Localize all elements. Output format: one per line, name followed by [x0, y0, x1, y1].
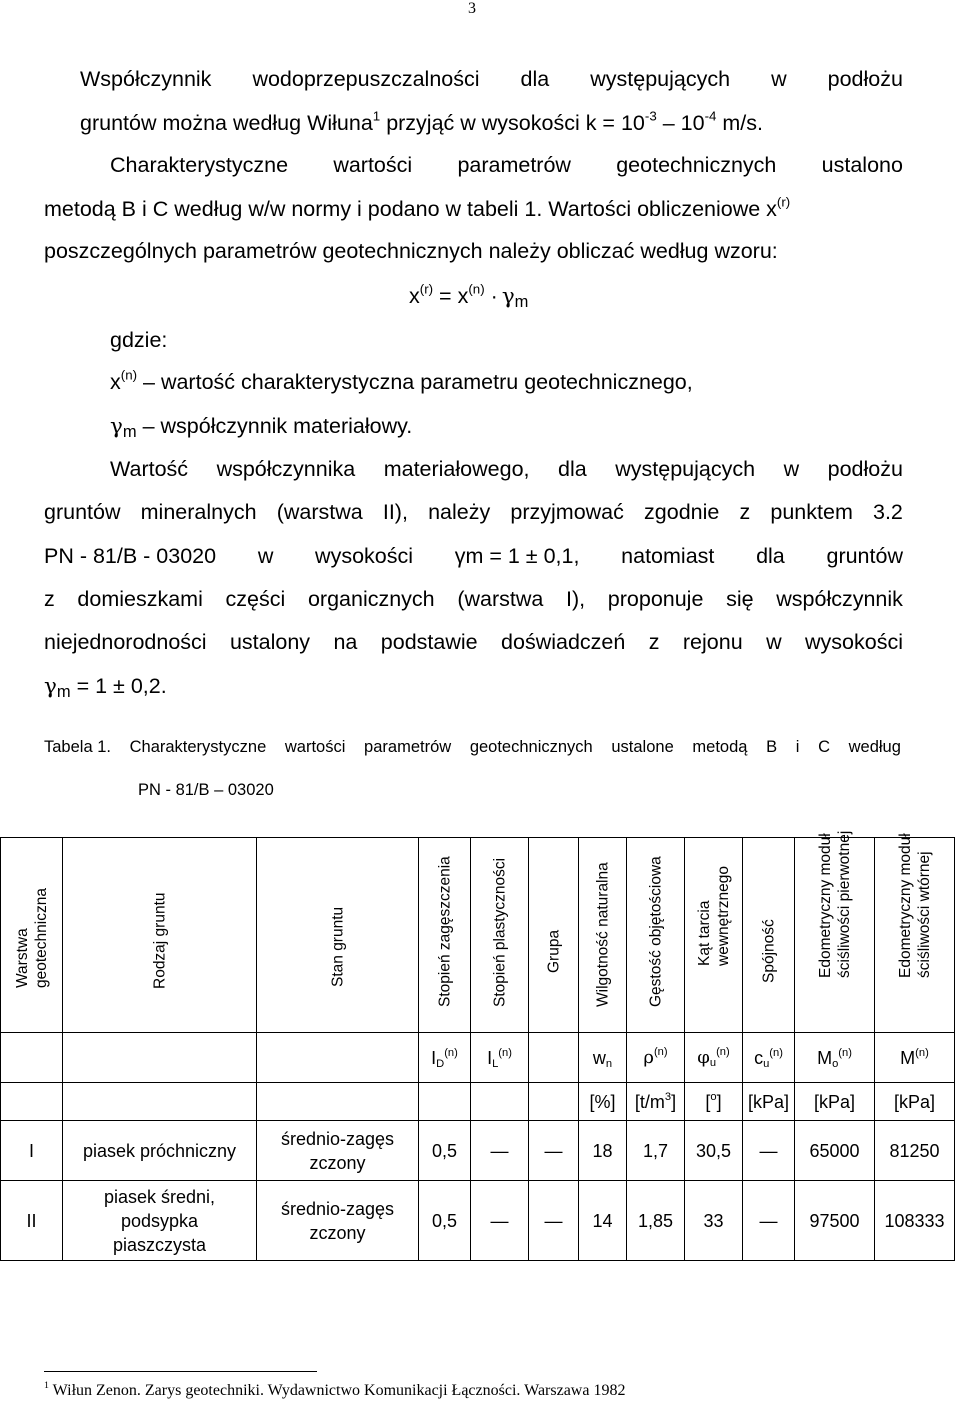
cell-soil: piasek próchniczny: [63, 1121, 257, 1181]
cell-layer: I: [1, 1121, 63, 1181]
cell-cu: —: [743, 1121, 795, 1181]
unit-cu: [kPa]: [743, 1083, 795, 1121]
formula: $x^{(r)} = x^{(n)} \cdot \gamma_m$: [409, 281, 529, 312]
para1-line5: poszczególnych parametrów geotechnicznych należy obliczać według wzoru:: [44, 239, 778, 263]
unit-rho: $[t/m^3]$: [627, 1083, 685, 1121]
header-stopien-zageszczenia: Stopień zagęszczenia: [419, 838, 471, 1033]
cell-cu: —: [743, 1181, 795, 1261]
cell-soil: piasek średni, podsypka piaszczysta: [63, 1181, 257, 1261]
symbol-il: $I_L^{(n)}$: [471, 1033, 529, 1083]
cell-rho: 1,85: [627, 1181, 685, 1261]
footnote-separator: [44, 1371, 317, 1372]
para2-line1: Wartość współczynnika materiałowego, dla występujących w podłożu: [110, 457, 903, 481]
cell-phi: 33: [685, 1181, 743, 1261]
cell-group: —: [529, 1181, 579, 1261]
where-label: gdzie:: [110, 328, 168, 352]
para2-line3: PN - 81/B - 03020 w wysokości γm = 1 ± 0,1, natomiast dla gruntów: [44, 544, 903, 568]
table-caption-line1: Tabela 1. Charakterystyczne wartości parametrów geotechnicznych ustalone metodą B i C według: [44, 738, 901, 756]
cell-mo: 97500: [795, 1181, 875, 1261]
unit-row: [1, 1083, 955, 1121]
unit-wn: [%]: [579, 1083, 627, 1121]
cell-il: —: [471, 1121, 529, 1181]
header-grupa: Grupa: [529, 838, 579, 1033]
cell-state: średnio-zagęszczony: [257, 1121, 419, 1181]
cell-id: 0,5: [419, 1181, 471, 1261]
page-number: 3: [468, 0, 476, 17]
para1-line4: metodą B i C według w/w normy i podano w tabeli 1. Wartości obliczeniowe $x^{(r)}$: [44, 194, 791, 221]
header-rodzaj-gruntu: Rodzaj gruntu: [63, 838, 257, 1033]
footnote-ref: 1: [372, 108, 381, 124]
cell-mo: 65000: [795, 1121, 875, 1181]
para2-line6: $\gamma_m = 1 \pm 0,2$.: [44, 674, 167, 702]
where-gamma-line: $\gamma_m$ – współczynnik materiałowy.: [110, 414, 413, 442]
cell-state: średnio-zagęszczony: [257, 1181, 419, 1261]
header-spojnosc: Spójność: [743, 838, 795, 1033]
symbol-row: [1, 1033, 955, 1083]
symbol-id: $I_D^{(n)}$: [419, 1033, 471, 1083]
table-row: [1, 1181, 955, 1261]
header-stan-gruntu: Stan gruntu: [257, 838, 419, 1033]
para1-line1: Współczynnik wodoprzepuszczalności dla występujących w podłożu: [80, 67, 903, 91]
para1-line3: Charakterystyczne wartości parametrów geotechnicznych ustalono: [110, 153, 903, 177]
cell-il: —: [471, 1181, 529, 1261]
symbol-mo: $M_o^{(n)}$: [795, 1033, 875, 1083]
header-wilgotnosc: Wilgotność naturalna: [579, 838, 627, 1033]
header-warstwa: Warstwa geotechniczna: [1, 838, 63, 1033]
para2-line4: z domieszkami części organicznych (warstwa I), proponuje się współczynnik: [44, 587, 903, 611]
para1-line2: gruntów można według Wiłuna$^1$ przyjąć w wysokości $k = 10^{-3} - 10^{-4}$ m/s.: [80, 108, 764, 135]
header-edometryczny-wtorny: Edometryczny moduł ściśliwości wtórnej: [875, 838, 955, 1033]
cell-layer: II: [1, 1181, 63, 1261]
symbol-cu: $c_u^{(n)}$: [743, 1033, 795, 1083]
table-caption-line2: PN - 81/B – 03020: [138, 781, 274, 799]
cell-wn: 14: [579, 1181, 627, 1261]
cell-m: 108333: [875, 1181, 955, 1261]
symbol-phi: $\varphi_u^{(n)}$: [685, 1033, 743, 1083]
parameters-table: [0, 830, 955, 1261]
header-row: [1, 838, 955, 1033]
header-kat-tarcia: Kąt tarcia wewnętrznego: [685, 838, 743, 1033]
unit-mo: [kPa]: [795, 1083, 875, 1121]
cell-wn: 18: [579, 1121, 627, 1181]
cell-m: 81250: [875, 1121, 955, 1181]
unit-m: [kPa]: [875, 1083, 955, 1121]
unit-phi: [$^o$]: [685, 1083, 743, 1121]
where-x-line: $x^{(n)}$ – wartość charakterystyczna parametru geotechnicznego,: [110, 367, 693, 394]
header-edometryczny-pierwotny: Edometryczny moduł ściśliwości pierwotnej: [795, 838, 875, 1033]
para2-line5: niejednorodności ustalony na podstawie doświadczeń z rejonu w wysokości: [44, 630, 903, 654]
cell-id: 0,5: [419, 1121, 471, 1181]
header-stopien-plastycznosci: Stopień plastyczności: [471, 838, 529, 1033]
footnote: $^1$ Wiłun Zenon. Zarys geotechniki. Wydawnictwo Komunikacji Łączności. Warszawa 1982: [44, 1380, 626, 1399]
cell-group: —: [529, 1121, 579, 1181]
cell-rho: 1,7: [627, 1121, 685, 1181]
header-gestosc: Gęstość objętościowa: [627, 838, 685, 1033]
symbol-m: $M^{(n)}$: [875, 1033, 955, 1083]
table-row: [1, 1121, 955, 1181]
para2-line2: gruntów mineralnych (warstwa II), należy przyjmować zgodnie z punktem 3.2: [44, 500, 903, 524]
symbol-wn: $w_n$: [579, 1033, 627, 1083]
symbol-rho: $\rho^{(n)}$: [627, 1033, 685, 1083]
cell-phi: 30,5: [685, 1121, 743, 1181]
